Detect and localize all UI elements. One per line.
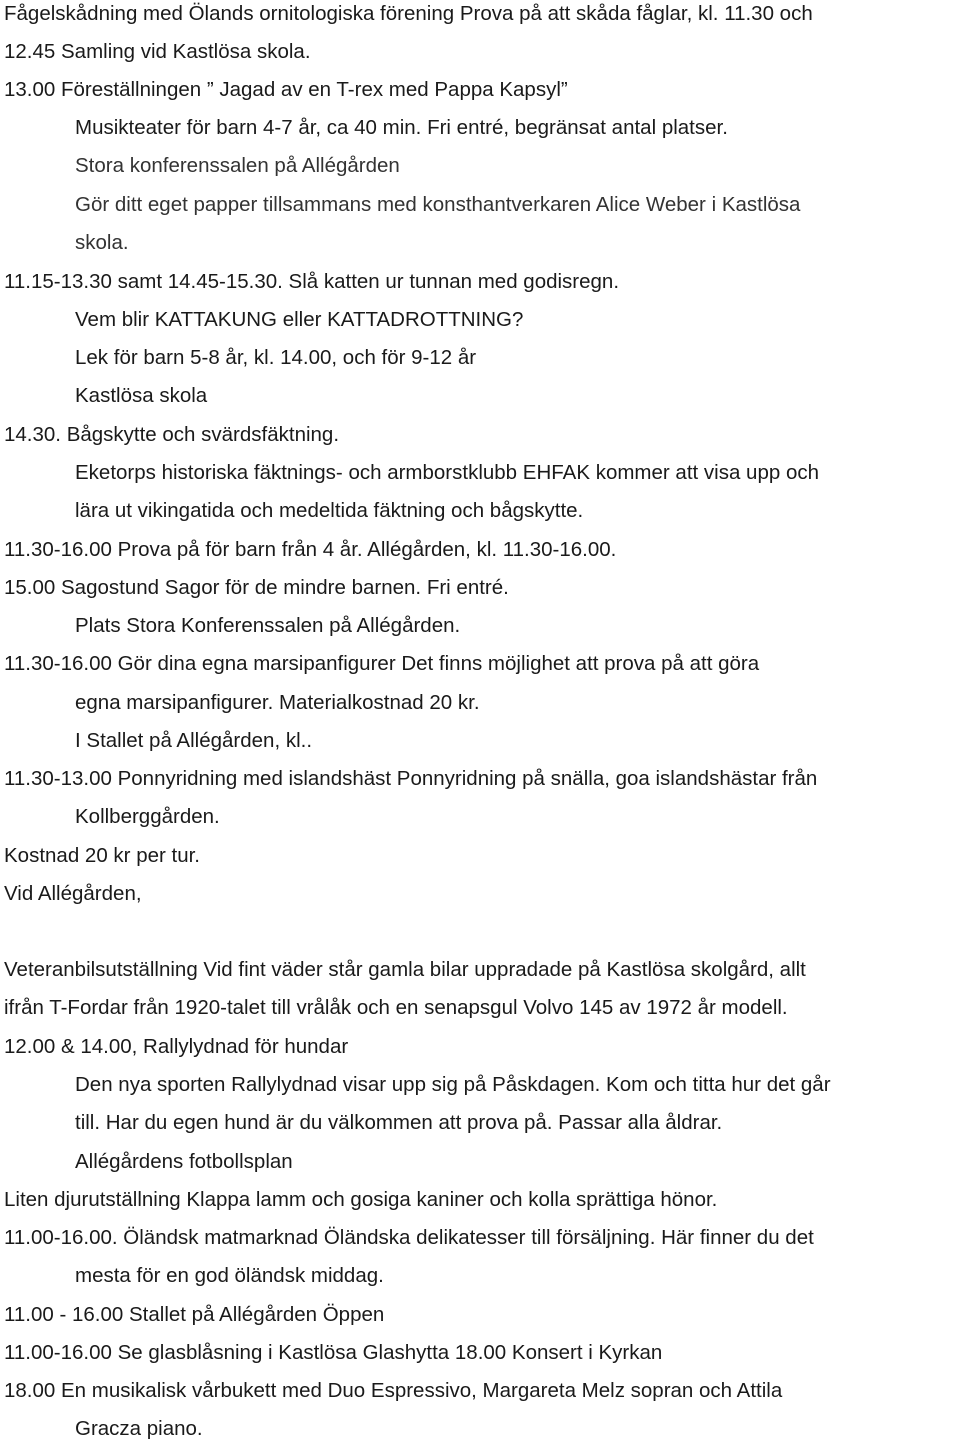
text-line: Musikteater för barn 4-7 år, ca 40 min. Fri entré, begränsat antal platser.	[75, 116, 728, 139]
text-line: ifrån T-Fordar från 1920-talet till vrålåk och en senapsgul Volvo 145 av 1972 år modell.	[4, 996, 788, 1019]
text-line: 11.30-16.00 Prova på för barn från 4 år. Allégården, kl. 11.30-16.00.	[4, 538, 617, 561]
text-line: 18.00 En musikalisk vårbukett med Duo Espressivo, Margareta Melz sopran och Attila	[4, 1379, 783, 1402]
text-line: Kastlösa skola	[75, 384, 208, 407]
text-line: Stora konferenssalen på Allégården	[75, 154, 400, 177]
text-line: Kostnad 20 kr per tur.	[4, 844, 201, 867]
text-line: Gracza piano.	[75, 1417, 203, 1440]
text-line: mesta för en god öländsk middag.	[75, 1264, 384, 1287]
text-line: I Stallet på Allégården, kl..	[75, 729, 313, 752]
text-line: 13.00 Föreställningen ” Jagad av en T-rex med Pappa Kapsyl”	[4, 78, 568, 101]
text-line: Eketorps historiska fäktnings- och armborstklubb EHFAK kommer att visa upp och	[75, 461, 820, 484]
text-line: 12.00 & 14.00, Rallylydnad för hundar	[4, 1035, 349, 1058]
text-line: Den nya sporten Rallylydnad visar upp sig på Påskdagen. Kom och titta hur det går	[75, 1073, 831, 1096]
text-line: Vid Allégården,	[4, 882, 142, 905]
text-line: Veteranbilsutställning Vid fint väder står gamla bilar uppradade på Kastlösa skolgård, allt	[4, 958, 806, 981]
text-line: 11.30-16.00 Gör dina egna marsipanfigurer Det finns möjlighet att prova på att göra	[4, 652, 760, 675]
text-line: 11.15-13.30 samt 14.45-15.30. Slå katten ur tunnan med godisregn.	[4, 270, 620, 293]
text-line: egna marsipanfigurer. Materialkostnad 20 kr.	[75, 691, 480, 714]
text-line: 15.00 Sagostund Sagor för de mindre barnen. Fri entré.	[4, 576, 509, 599]
text-line: Plats Stora Konferenssalen på Allégården.	[75, 614, 461, 637]
text-line: till. Har du egen hund är du välkommen att prova på. Passar alla åldrar.	[75, 1111, 723, 1134]
text-line: 11.00-16.00. Öländsk matmarknad Öländska delikatesser till försäljning. Här finner du det	[4, 1226, 814, 1249]
text-line: Allégårdens fotbollsplan	[75, 1150, 293, 1173]
text-line: Lek för barn 5-8 år, kl. 14.00, och för 9-12 år	[75, 346, 477, 369]
text-line: 12.45 Samling vid Kastlösa skola.	[4, 40, 311, 63]
text-line: 14.30. Bågskytte och svärdsfäktning.	[4, 423, 340, 446]
text-line: 11.00 - 16.00 Stallet på Allégården Öppen	[4, 1303, 385, 1326]
text-line: Gör ditt eget papper tillsammans med konsthantverkaren Alice Weber i Kastlösa	[75, 193, 801, 216]
text-line: 11.00-16.00 Se glasblåsning i Kastlösa Glashytta 18.00 Konsert i Kyrkan	[4, 1341, 663, 1364]
text-line: skola.	[75, 231, 129, 254]
text-line: Vem blir KATTAKUNG eller KATTADROTTNING?	[75, 308, 524, 331]
text-line: Kollberggården.	[75, 805, 220, 828]
text-line: Liten djurutställning Klappa lamm och gosiga kaniner och kolla sprättiga hönor.	[4, 1188, 718, 1211]
text-line: Fågelskådning med Ölands ornitologiska förening Prova på att skåda fåglar, kl. 11.30 och	[4, 2, 813, 25]
text-line: lära ut vikingatida och medeltida fäktning och bågskytte.	[75, 499, 584, 522]
text-line: 11.30-13.00 Ponnyridning med islandshäst Ponnyridning på snälla, goa islandshästar från	[4, 767, 818, 790]
